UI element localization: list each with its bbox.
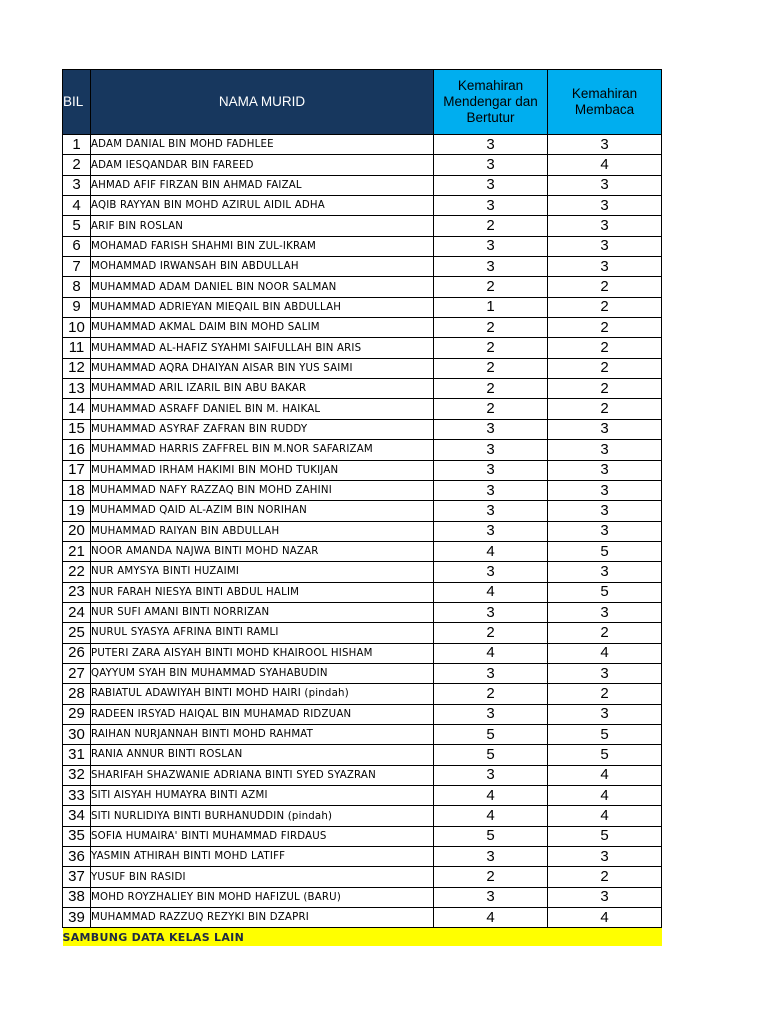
row-bil[interactable]: 7 (63, 257, 91, 277)
row-name[interactable]: MOHAMAD FARISH SHAHMI BIN ZUL-IKRAM (91, 236, 434, 256)
row-mendengar[interactable]: 3 (434, 765, 548, 785)
row-bil[interactable]: 29 (63, 704, 91, 724)
row-bil[interactable]: 34 (63, 806, 91, 826)
table-row[interactable] (63, 318, 662, 338)
row-mendengar[interactable]: 2 (434, 216, 548, 236)
row-membaca[interactable]: 4 (548, 155, 662, 175)
table-row[interactable] (63, 908, 662, 928)
row-mendengar[interactable]: 2 (434, 867, 548, 887)
row-membaca[interactable]: 4 (548, 786, 662, 806)
row-mendengar[interactable]: 3 (434, 257, 548, 277)
row-bil[interactable]: 6 (63, 236, 91, 256)
row-mendengar[interactable]: 3 (434, 419, 548, 439)
row-name[interactable]: MUHAMMAD ASYRAF ZAFRAN BIN RUDDY (91, 419, 434, 439)
row-mendengar[interactable]: 4 (434, 643, 548, 663)
table-row[interactable] (63, 236, 662, 256)
row-name[interactable]: MUHAMMAD IRHAM HAKIMI BIN MOHD TUKIJAN (91, 460, 434, 480)
row-membaca[interactable]: 2 (548, 623, 662, 643)
row-bil[interactable]: 4 (63, 196, 91, 216)
table-row[interactable] (63, 562, 662, 582)
row-bil[interactable]: 26 (63, 643, 91, 663)
row-bil[interactable]: 2 (63, 155, 91, 175)
row-membaca[interactable]: 5 (548, 745, 662, 765)
row-bil[interactable]: 23 (63, 582, 91, 602)
row-membaca[interactable]: 3 (548, 521, 662, 541)
row-mendengar[interactable]: 1 (434, 297, 548, 317)
row-name[interactable]: SITI NURLIDIYA BINTI BURHANUDDIN (pindah) (91, 806, 434, 826)
row-bil[interactable]: 27 (63, 663, 91, 683)
row-name[interactable]: NUR SUFI AMANI BINTI NORRIZAN (91, 602, 434, 622)
row-name[interactable]: MUHAMMAD AQRA DHAIYAN AISAR BIN YUS SAIMI (91, 358, 434, 378)
row-bil[interactable]: 32 (63, 765, 91, 785)
table-row[interactable] (63, 216, 662, 236)
row-name[interactable]: MUHAMMAD RAZZUQ REZYKI BIN DZAPRI (91, 908, 434, 928)
table-body (63, 135, 662, 928)
header-membaca: Kemahiran Membaca (548, 70, 662, 135)
row-bil[interactable]: 14 (63, 399, 91, 419)
row-bil[interactable]: 30 (63, 724, 91, 744)
table-row[interactable] (63, 196, 662, 216)
row-name[interactable]: MUHAMMAD ADRIEYAN MIEQAIL BIN ABDULLAH (91, 297, 434, 317)
row-membaca[interactable]: 2 (548, 684, 662, 704)
row-bil[interactable]: 9 (63, 297, 91, 317)
row-bil[interactable]: 18 (63, 480, 91, 500)
row-bil[interactable]: 16 (63, 440, 91, 460)
row-membaca[interactable]: 4 (548, 643, 662, 663)
row-membaca[interactable]: 3 (548, 460, 662, 480)
row-mendengar[interactable]: 3 (434, 460, 548, 480)
row-membaca[interactable]: 5 (548, 541, 662, 561)
header-row (63, 70, 662, 135)
row-name[interactable]: AHMAD AFIF FIRZAN BIN AHMAD FAIZAL (91, 175, 434, 195)
table-row[interactable] (63, 277, 662, 297)
row-bil[interactable]: 33 (63, 786, 91, 806)
row-bil[interactable]: 1 (63, 135, 91, 155)
row-name[interactable]: MUHAMMAD AKMAL DAIM BIN MOHD SALIM (91, 318, 434, 338)
row-name[interactable]: RADEEN IRSYAD HAIQAL BIN MUHAMAD RIDZUAN (91, 704, 434, 724)
row-name[interactable]: MUHAMMAD RAIYAN BIN ABDULLAH (91, 521, 434, 541)
row-bil[interactable]: 8 (63, 277, 91, 297)
row-mendengar[interactable]: 5 (434, 745, 548, 765)
table-row[interactable] (63, 501, 662, 521)
row-membaca[interactable]: 2 (548, 318, 662, 338)
table-row[interactable] (63, 440, 662, 460)
row-membaca[interactable]: 3 (548, 257, 662, 277)
header-mendengar: Kemahiran Mendengar dan Bertutur (434, 70, 548, 135)
row-name[interactable]: MUHAMMAD AL-HAFIZ SYAHMI SAIFULLAH BIN ARIS (91, 338, 434, 358)
row-mendengar[interactable]: 3 (434, 135, 548, 155)
row-name[interactable]: ARIF BIN ROSLAN (91, 216, 434, 236)
row-name[interactable]: AQIB RAYYAN BIN MOHD AZIRUL AIDIL ADHA (91, 196, 434, 216)
row-membaca[interactable]: 3 (548, 562, 662, 582)
row-bil[interactable]: 25 (63, 623, 91, 643)
table-row[interactable] (63, 419, 662, 439)
table-row[interactable] (63, 135, 662, 155)
table-row[interactable] (63, 826, 662, 846)
row-name[interactable]: SOFIA HUMAIRA' BINTI MUHAMMAD FIRDAUS (91, 826, 434, 846)
row-membaca[interactable]: 3 (548, 419, 662, 439)
row-membaca[interactable]: 5 (548, 724, 662, 744)
row-name[interactable]: MOHD ROYZHALIEY BIN MOHD HAFIZUL (BARU) (91, 887, 434, 907)
row-bil[interactable]: 24 (63, 602, 91, 622)
row-mendengar[interactable]: 2 (434, 399, 548, 419)
row-bil[interactable]: 17 (63, 460, 91, 480)
row-membaca[interactable]: 3 (548, 887, 662, 907)
table-row[interactable] (63, 175, 662, 195)
row-membaca[interactable]: 3 (548, 440, 662, 460)
table-row[interactable] (63, 704, 662, 724)
row-bil[interactable]: 5 (63, 216, 91, 236)
table-row[interactable] (63, 338, 662, 358)
row-bil[interactable]: 39 (63, 908, 91, 928)
row-mendengar[interactable]: 5 (434, 724, 548, 744)
table-row[interactable] (63, 887, 662, 907)
row-mendengar[interactable]: 3 (434, 175, 548, 195)
table-row[interactable] (63, 297, 662, 317)
row-bil[interactable]: 35 (63, 826, 91, 846)
row-mendengar[interactable]: 2 (434, 623, 548, 643)
row-membaca[interactable]: 2 (548, 297, 662, 317)
row-mendengar[interactable]: 3 (434, 501, 548, 521)
row-mendengar[interactable]: 5 (434, 826, 548, 846)
table-row[interactable] (63, 399, 662, 419)
row-mendengar[interactable]: 3 (434, 562, 548, 582)
row-mendengar[interactable]: 4 (434, 786, 548, 806)
header-bil: BIL (63, 70, 91, 135)
table-row[interactable] (63, 541, 662, 561)
row-mendengar[interactable]: 3 (434, 663, 548, 683)
row-bil[interactable]: 13 (63, 379, 91, 399)
table-row[interactable] (63, 663, 662, 683)
row-membaca[interactable]: 3 (548, 704, 662, 724)
row-name[interactable]: RAIHAN NURJANNAH BINTI MOHD RAHMAT (91, 724, 434, 744)
row-mendengar[interactable]: 3 (434, 480, 548, 500)
row-mendengar[interactable]: 3 (434, 155, 548, 175)
row-name[interactable]: MOHAMMAD IRWANSAH BIN ABDULLAH (91, 257, 434, 277)
row-mendengar[interactable]: 3 (434, 847, 548, 867)
row-membaca[interactable]: 3 (548, 216, 662, 236)
row-name[interactable]: YASMIN ATHIRAH BINTI MOHD LATIFF (91, 847, 434, 867)
table-row[interactable] (63, 480, 662, 500)
row-mendengar[interactable]: 3 (434, 704, 548, 724)
table-row[interactable] (63, 602, 662, 622)
row-membaca[interactable]: 3 (548, 501, 662, 521)
row-membaca[interactable]: 2 (548, 338, 662, 358)
row-name[interactable]: NUR FARAH NIESYA BINTI ABDUL HALIM (91, 582, 434, 602)
footer-note: SAMBUNG DATA KELAS LAIN (63, 928, 662, 947)
row-mendengar[interactable]: 3 (434, 236, 548, 256)
row-bil[interactable]: 20 (63, 521, 91, 541)
row-name[interactable]: RANIA ANNUR BINTI ROSLAN (91, 745, 434, 765)
row-bil[interactable]: 28 (63, 684, 91, 704)
row-membaca[interactable]: 2 (548, 277, 662, 297)
row-name[interactable]: SHARIFAH SHAZWANIE ADRIANA BINTI SYED SYAZRAN (91, 765, 434, 785)
row-membaca[interactable]: 2 (548, 399, 662, 419)
row-bil[interactable]: 12 (63, 358, 91, 378)
row-mendengar[interactable]: 4 (434, 541, 548, 561)
table-row[interactable] (63, 257, 662, 277)
row-bil[interactable]: 10 (63, 318, 91, 338)
row-membaca[interactable]: 4 (548, 806, 662, 826)
row-name[interactable]: RABIATUL ADAWIYAH BINTI MOHD HAIRI (pindah) (91, 684, 434, 704)
row-name[interactable]: MUHAMMAD ARIL IZARIL BIN ABU BAKAR (91, 379, 434, 399)
row-name[interactable]: ADAM DANIAL BIN MOHD FADHLEE (91, 135, 434, 155)
row-mendengar[interactable]: 4 (434, 582, 548, 602)
table-row[interactable] (63, 623, 662, 643)
row-mendengar[interactable]: 3 (434, 196, 548, 216)
row-name[interactable]: MUHAMMAD NAFY RAZZAQ BIN MOHD ZAHINI (91, 480, 434, 500)
table-row[interactable] (63, 724, 662, 744)
row-membaca[interactable]: 5 (548, 582, 662, 602)
row-name[interactable]: MUHAMMAD ADAM DANIEL BIN NOOR SALMAN (91, 277, 434, 297)
row-membaca[interactable]: 3 (548, 135, 662, 155)
row-bil[interactable]: 15 (63, 419, 91, 439)
row-membaca[interactable]: 3 (548, 175, 662, 195)
table-row[interactable] (63, 867, 662, 887)
row-bil[interactable]: 31 (63, 745, 91, 765)
footer-row (63, 928, 662, 947)
row-membaca[interactable]: 3 (548, 663, 662, 683)
row-membaca[interactable]: 4 (548, 765, 662, 785)
row-membaca[interactable]: 2 (548, 379, 662, 399)
row-mendengar[interactable]: 2 (434, 338, 548, 358)
student-skills-table (62, 69, 662, 946)
row-membaca[interactable]: 3 (548, 602, 662, 622)
table-row[interactable] (63, 806, 662, 826)
row-bil[interactable]: 3 (63, 175, 91, 195)
row-membaca[interactable]: 2 (548, 867, 662, 887)
table-row[interactable] (63, 460, 662, 480)
row-mendengar[interactable]: 4 (434, 806, 548, 826)
table-row[interactable] (63, 847, 662, 867)
row-mendengar[interactable]: 3 (434, 440, 548, 460)
row-membaca[interactable]: 3 (548, 196, 662, 216)
row-bil[interactable]: 38 (63, 887, 91, 907)
row-bil[interactable]: 36 (63, 847, 91, 867)
row-name[interactable]: MUHAMMAD QAID AL-AZIM BIN NORIHAN (91, 501, 434, 521)
row-name[interactable]: NURUL SYASYA AFRINA BINTI RAMLI (91, 623, 434, 643)
row-name[interactable]: NOOR AMANDA NAJWA BINTI MOHD NAZAR (91, 541, 434, 561)
row-membaca[interactable]: 3 (548, 847, 662, 867)
row-bil[interactable]: 19 (63, 501, 91, 521)
row-name[interactable]: MUHAMMAD ASRAFF DANIEL BIN M. HAIKAL (91, 399, 434, 419)
table-row[interactable] (63, 643, 662, 663)
table-row[interactable] (63, 765, 662, 785)
row-mendengar[interactable]: 4 (434, 908, 548, 928)
row-mendengar[interactable]: 2 (434, 684, 548, 704)
row-membaca[interactable]: 5 (548, 826, 662, 846)
table-row[interactable] (63, 155, 662, 175)
row-membaca[interactable]: 3 (548, 480, 662, 500)
row-name[interactable]: ADAM IESQANDAR BIN FAREED (91, 155, 434, 175)
row-name[interactable]: YUSUF BIN RASIDI (91, 867, 434, 887)
table-row[interactable] (63, 379, 662, 399)
row-bil[interactable]: 37 (63, 867, 91, 887)
row-mendengar[interactable]: 3 (434, 521, 548, 541)
table-row[interactable] (63, 582, 662, 602)
row-name[interactable]: PUTERI ZARA AISYAH BINTI MOHD KHAIROOL HISHAM (91, 643, 434, 663)
row-membaca[interactable]: 3 (548, 236, 662, 256)
table-row[interactable] (63, 358, 662, 378)
table-row[interactable] (63, 745, 662, 765)
row-mendengar[interactable]: 3 (434, 887, 548, 907)
row-membaca[interactable]: 2 (548, 358, 662, 378)
row-mendengar[interactable]: 3 (434, 602, 548, 622)
table-row[interactable] (63, 786, 662, 806)
row-mendengar[interactable]: 2 (434, 318, 548, 338)
row-name[interactable]: SITI AISYAH HUMAYRA BINTI AZMI (91, 786, 434, 806)
table-row[interactable] (63, 684, 662, 704)
row-name[interactable]: NUR AMYSYA BINTI HUZAIMI (91, 562, 434, 582)
table-row[interactable] (63, 521, 662, 541)
row-mendengar[interactable]: 2 (434, 358, 548, 378)
row-name[interactable]: MUHAMMAD HARRIS ZAFFREL BIN M.NOR SAFARIZAM (91, 440, 434, 460)
row-mendengar[interactable]: 2 (434, 379, 548, 399)
row-membaca[interactable]: 4 (548, 908, 662, 928)
row-bil[interactable]: 22 (63, 562, 91, 582)
row-name[interactable]: QAYYUM SYAH BIN MUHAMMAD SYAHABUDIN (91, 663, 434, 683)
row-bil[interactable]: 11 (63, 338, 91, 358)
row-mendengar[interactable]: 2 (434, 277, 548, 297)
row-bil[interactable]: 21 (63, 541, 91, 561)
header-nama-murid: NAMA MURID (91, 70, 434, 135)
